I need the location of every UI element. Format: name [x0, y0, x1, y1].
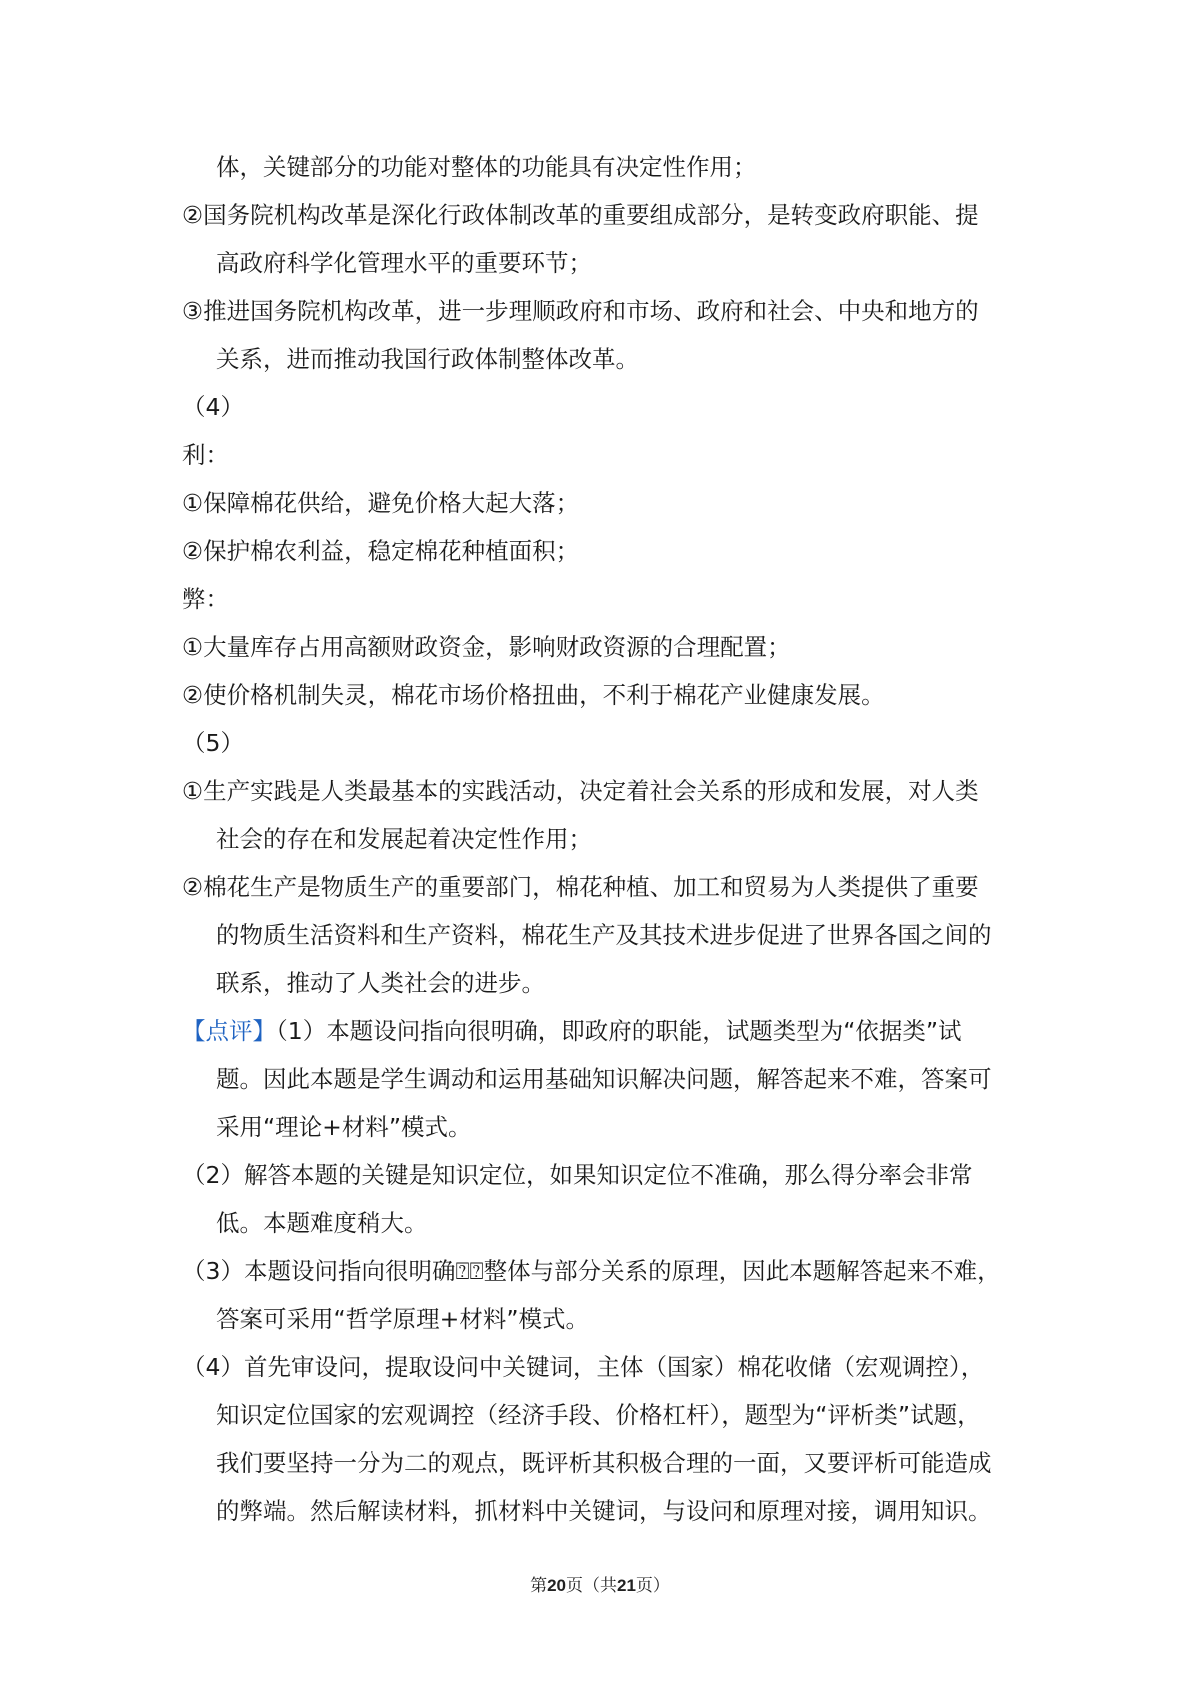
text-line: 采用“理论+材料”模式。: [216, 1113, 472, 1141]
text-line: （3）本题设问指向很明确⍰⍰整体与部分关系的原理，因此本题解答起来不难，: [182, 1257, 1001, 1285]
text-line: （2）解答本题的关键是知识定位，如果知识定位不准确，那么得分率会非常: [182, 1161, 973, 1189]
text-line: ②棉花生产是物质生产的重要部门，棉花种植、加工和贸易为人类提供了重要: [182, 873, 979, 901]
text-line: 我们要坚持一分为二的观点，既评析其积极合理的一面，又要评析可能造成: [216, 1449, 992, 1477]
text-line: 利：: [182, 441, 229, 469]
section-number: （5）: [182, 729, 244, 757]
text-line: ③推进国务院机构改革，进一步理顺政府和市场、政府和社会、中央和地方的: [182, 297, 979, 325]
text-line: 的弊端。然后解读材料，抓材料中关键词，与设问和原理对接，调用知识。: [216, 1497, 992, 1525]
text-line: 知识定位国家的宏观调控（经济手段、价格杠杆），题型为“评析类”试题，: [216, 1401, 981, 1429]
page-footer: [0, 1571, 1200, 1596]
text-line: 社会的存在和发展起着决定性作用；: [216, 825, 592, 853]
total-pages-number: 21: [617, 1576, 636, 1595]
text-line: ①大量库存占用高额财政资金，影响财政资源的合理配置；: [182, 633, 791, 661]
footer-prefix: 第: [530, 1576, 548, 1596]
current-page-number: 20: [547, 1576, 566, 1595]
text-line: 高政府科学化管理水平的重要环节；: [216, 249, 592, 277]
review-tag: 【点评】: [182, 1017, 276, 1045]
answer-content: [182, 143, 1042, 1535]
text-line: 联系，推动了人类社会的进步。: [216, 969, 545, 997]
text-line: 答案可采用“哲学原理+材料”模式。: [216, 1305, 590, 1333]
text-line: ①保障棉花供给，避免价格大起大落；: [182, 489, 580, 517]
text-line: 低。本题难度稍大。: [216, 1209, 428, 1237]
text-line: 弊：: [182, 585, 229, 613]
review-first-line: [182, 1007, 1042, 1055]
section-number: （4）: [182, 393, 244, 421]
text-line: 的物质生活资料和生产资料，棉花生产及其技术进步促进了世界各国之间的: [216, 921, 992, 949]
text-line: 体，关键部分的功能对整体的功能具有决定性作用；: [216, 153, 757, 181]
text-line: ②使价格机制失灵，棉花市场价格扭曲，不利于棉花产业健康发展。: [182, 681, 885, 709]
review-text: （1）本题设问指向很明确，即政府的职能，试题类型为“依据类”试: [276, 1017, 962, 1045]
text-line: 关系，进而推动我国行政体制整体改革。: [216, 345, 639, 373]
text-line: ②保护棉农利益，稳定棉花种植面积；: [182, 537, 580, 565]
text-line: ①生产实践是人类最基本的实践活动，决定着社会关系的形成和发展，对人类: [182, 777, 979, 805]
text-line: 题。因此本题是学生调动和运用基础知识解决问题，解答起来不难，答案可: [216, 1065, 992, 1093]
text-line: ②国务院机构改革是深化行政体制改革的重要组成部分，是转变政府职能、提: [182, 201, 979, 229]
footer-suffix: 页）: [635, 1576, 670, 1596]
footer-middle: 页（共: [566, 1576, 617, 1596]
text-line: （4）首先审设问，提取设问中关键词，主体（国家）棉花收储（宏观调控），: [182, 1353, 985, 1381]
